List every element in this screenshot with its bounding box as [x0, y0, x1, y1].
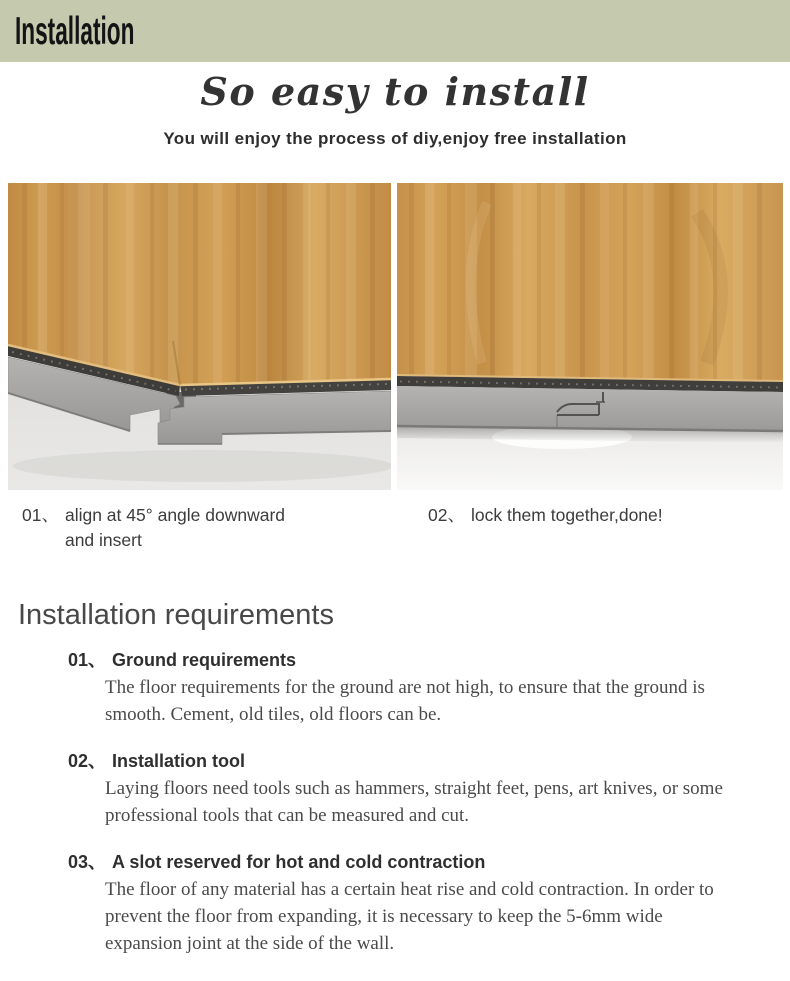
- section-banner: [0, 0, 790, 62]
- step-1-illustration: [8, 183, 391, 490]
- requirement-item-tools: [68, 749, 748, 829]
- plank-core-slab: [397, 386, 783, 431]
- requirements-heading: Installation requirements: [18, 599, 334, 631]
- requirement-number: 03、: [68, 852, 107, 872]
- hero-subtitle: You will enjoy the process of diy,enjoy free installation: [163, 129, 627, 148]
- requirement-title-row: [68, 850, 748, 874]
- wood-surface: [8, 183, 391, 385]
- caption-number: 02、: [428, 505, 465, 525]
- requirement-body: The floor requirements for the ground are not high, to ensure that the ground is smooth. Cement, old tiles, old floors can be.: [105, 677, 705, 725]
- requirements-list: [68, 648, 748, 978]
- figure-step-1-angle-insert: [8, 183, 391, 490]
- requirement-body: Laying floors need tools such as hammers, straight feet, pens, art knives, or some professional tools that can be measured and cut.: [105, 778, 723, 826]
- requirement-title: Installation tool: [112, 751, 246, 771]
- hero-title: So easy to install: [200, 69, 590, 114]
- caption-text: lock them together,done!: [470, 505, 663, 525]
- requirement-title-row: [68, 648, 748, 672]
- requirement-body: The floor of any material has a certain heat rise and cold contraction. In order to prevent the floor from expanding, it is necessary to keep the 5-6mm wide expansion joint at the side of the wall.: [105, 879, 714, 954]
- figure-step-2-lock-together: [397, 183, 783, 490]
- requirement-item-ground: [68, 648, 748, 728]
- floor-shadow: [13, 450, 391, 482]
- requirement-title: Ground requirements: [112, 650, 297, 670]
- caption-step-1: [22, 503, 317, 553]
- requirement-item-expansion-slot: [68, 850, 748, 957]
- step-2-illustration: [397, 183, 783, 490]
- requirement-number: 01、: [68, 650, 107, 670]
- caption-number: 01、: [22, 505, 59, 525]
- caption-step-2: [428, 503, 663, 528]
- requirement-number: 02、: [68, 751, 107, 771]
- requirement-title: A slot reserved for hot and cold contraction: [112, 852, 486, 872]
- banner-title: Installation: [15, 10, 135, 53]
- caption-text: align at 45° angle downward and insert: [64, 505, 286, 550]
- requirement-title-row: [68, 749, 748, 773]
